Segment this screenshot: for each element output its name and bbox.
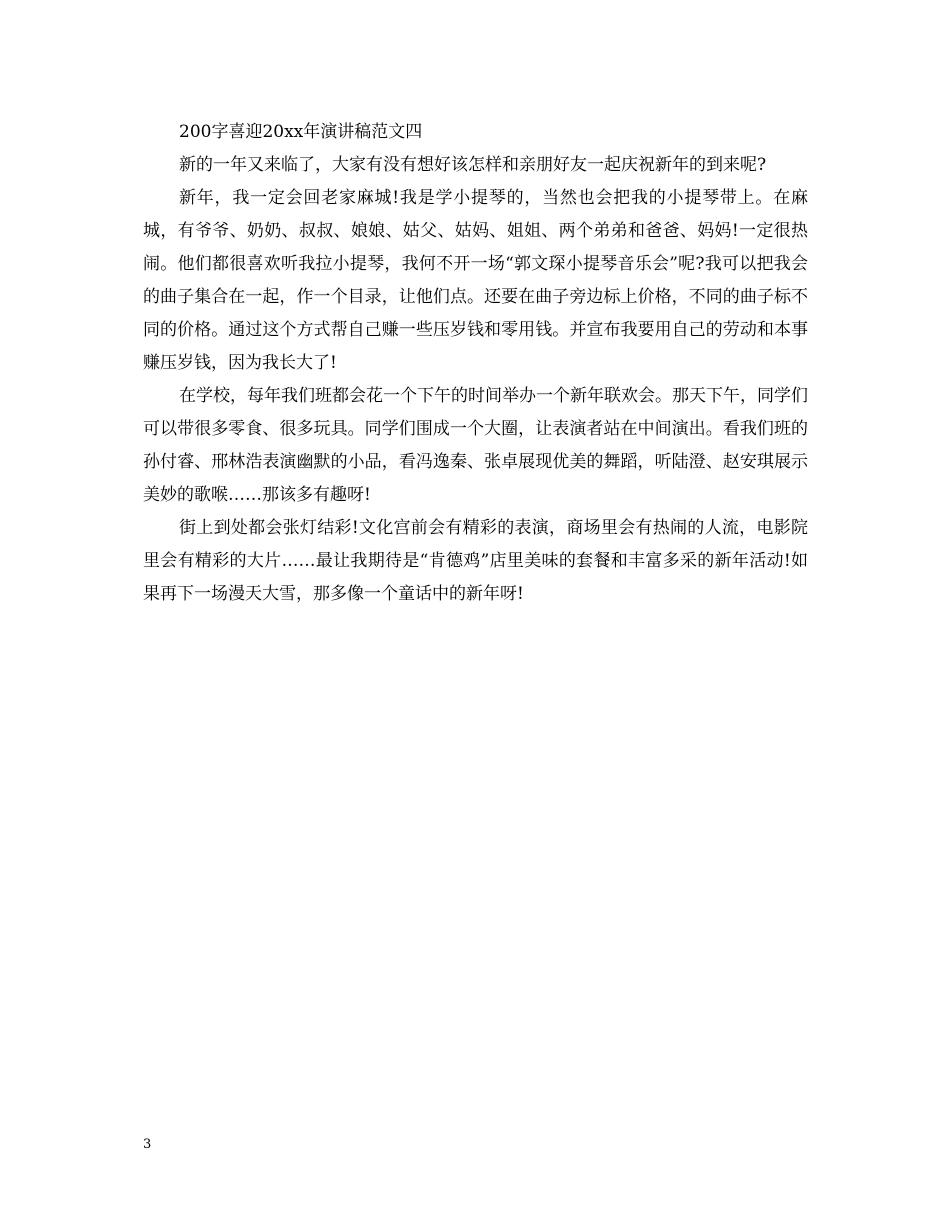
document-body <box>143 116 808 611</box>
paragraph-2: 新年，我一定会回老家麻城!我是学小提琴的，当然也会把我的小提琴带上。在麻城，有爷爷、奶奶、叔叔、娘娘、姑父、姑妈、姐姐、两个弟弟和爸爸、妈妈!一定很热闹。他们都很喜欢听我拉小提琴，我何不开一场“郭文琛小提琴音乐会”呢?我可以把我会的曲子集合在一起，作一个目录，让他们点。还要在曲子旁边标上价格，不同的曲子标不同的价格。通过这个方式帮自己赚一些压岁钱和零用钱。并宣布我要用自己的劳动和本事赚压岁钱，因为我长大了! <box>143 188 808 373</box>
document-title: 200字喜迎20xx年演讲稿范文四 <box>179 122 423 142</box>
paragraph-4: 街上到处都会张灯结彩!文化宫前会有精彩的表演，商场里会有热闹的人流，电影院里会有精彩的大片……最让我期待是“肯德鸡”店里美味的套餐和丰富多采的新年活动!如果再下一场漫天大雪，那多像一个童话中的新年呀! <box>143 518 808 604</box>
paragraph-1: 新的一年又来临了，大家有没有想好该怎样和亲朋好友一起庆祝新年的到来呢? <box>179 155 767 175</box>
paragraph-3: 在学校，每年我们班都会花一个下午的时间举办一个新年联欢会。那天下午，同学们可以带很多零食、很多玩具。同学们围成一个大圈，让表演者站在中间演出。看我们班的孙付睿、邢林浩表演幽默的小品，看冯逸秦、张卓展现优美的舞蹈，听陆澄、赵安琪展示美妙的歌喉……那该多有趣呀! <box>143 386 808 505</box>
page-number: 3 <box>143 1137 152 1152</box>
